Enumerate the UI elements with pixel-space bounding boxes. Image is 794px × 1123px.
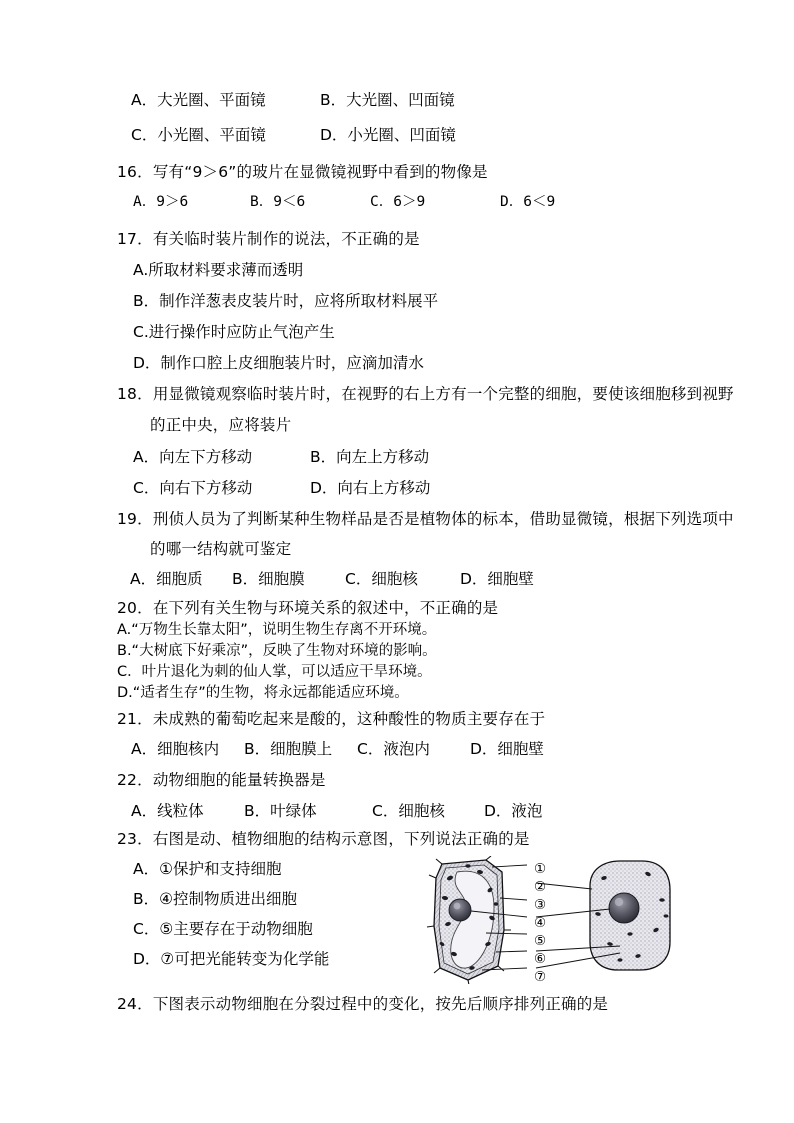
q18-stem-line-2: 的正中央，应将装片 <box>150 416 292 434</box>
q20-number: 20． <box>117 599 153 617</box>
q23-stem <box>117 831 530 848</box>
q21-number: 21． <box>117 710 153 728</box>
q19-option-a[interactable]: A．细胞质 <box>130 570 203 588</box>
q22-stem-text: 动物细胞的能量转换器是 <box>152 771 326 789</box>
q15-option-d[interactable]: D．小光圈、凹面镜 <box>320 126 456 144</box>
q21-option-b[interactable]: B．细胞膜上 <box>244 740 333 758</box>
q21-stem-text: 未成熟的葡萄吃起来是酸的，这种酸性的物质主要存在于 <box>152 710 546 728</box>
q22-stem <box>117 772 326 789</box>
q17-number: 17． <box>117 230 153 248</box>
q19-option-b[interactable]: B．细胞膜 <box>232 570 305 588</box>
q18-number: 18． <box>117 385 153 403</box>
q21-stem <box>117 711 545 728</box>
q19-stem-line-2: 的哪一结构就可鉴定 <box>150 540 292 558</box>
q22-option-a[interactable]: A．线粒体 <box>131 802 204 820</box>
q23-option-a[interactable]: A．①保护和支持细胞 <box>133 860 282 878</box>
figure-label-7: ⑦ <box>533 969 547 985</box>
q15-option-b[interactable]: B．大光圈、凹面镜 <box>320 91 455 109</box>
q20-stem <box>117 600 498 617</box>
q20-option-d[interactable]: D.“适者生存”的生物，将永远都能适应环境。 <box>117 685 409 701</box>
q19-stem-line-1 <box>117 511 734 528</box>
q17-option-c[interactable]: C.进行操作时应防止气泡产生 <box>133 323 335 341</box>
q16-number: 16． <box>117 163 153 181</box>
q22-option-d[interactable]: D．液泡 <box>484 802 543 820</box>
q24-number: 24． <box>117 995 153 1013</box>
figure-label-5: ⑤ <box>533 933 547 949</box>
q15-option-a[interactable]: A．大光圈、平面镜 <box>131 91 266 109</box>
q16-option-d[interactable]: D．6＜9 <box>500 194 556 210</box>
figure-label-4: ④ <box>533 915 547 931</box>
q21-option-a[interactable]: A．细胞核内 <box>131 740 220 758</box>
q16-option-a[interactable]: A．9＞6 <box>133 194 189 210</box>
q23-stem-text: 右图是动、植物细胞的结构示意图，下列说法正确的是 <box>152 830 530 848</box>
figure-label-3: ③ <box>533 897 547 913</box>
figure-label-6: ⑥ <box>533 951 547 967</box>
q23-number: 23． <box>117 830 153 848</box>
q24-stem <box>117 996 608 1013</box>
q20-stem-text: 在下列有关生物与环境关系的叙述中，不正确的是 <box>152 599 499 617</box>
q23-option-b[interactable]: B．④控制物质进出细胞 <box>133 890 298 908</box>
q18-stem-line-1 <box>117 386 734 403</box>
q23-option-c[interactable]: C．⑤主要存在于动物细胞 <box>133 920 313 938</box>
q24-stem-text: 下图表示动物细胞在分裂过程中的变化，按先后顺序排列正确的是 <box>152 995 609 1013</box>
q18-option-a[interactable]: A．向左下方移动 <box>133 448 253 466</box>
q19-number: 19． <box>117 510 153 528</box>
q23-option-d[interactable]: D．⑦可把光能转变为化学能 <box>133 950 330 968</box>
q22-option-b[interactable]: B．叶绿体 <box>244 802 317 820</box>
q21-option-d[interactable]: D．细胞壁 <box>470 740 544 758</box>
q20-option-a[interactable]: A.“万物生长靠太阳”，说明生物生存离不开环境。 <box>117 622 437 638</box>
q22-option-c[interactable]: C．细胞核 <box>372 802 445 820</box>
q16-stem <box>117 164 488 181</box>
q17-stem-text: 有关临时装片制作的说法，不正确的是 <box>152 230 420 248</box>
q18-stem-text-1: 用显微镜观察临时装片时，在视野的右上方有一个完整的细胞，要使该细胞移到视野 <box>152 385 734 403</box>
figure-label-1: ① <box>533 861 547 877</box>
q20-option-c[interactable]: C．叶片退化为刺的仙人掌，可以适应干旱环境。 <box>117 664 432 680</box>
q16-stem-text: 写有“9＞6”的玻片在显微镜视野中看到的物像是 <box>152 163 488 181</box>
figure-label-2: ② <box>533 879 547 895</box>
q15-option-c[interactable]: C．小光圈、平面镜 <box>131 126 266 144</box>
q18-option-b[interactable]: B．向左上方移动 <box>310 448 430 466</box>
q18-option-d[interactable]: D．向右上方移动 <box>310 479 431 497</box>
q16-option-b[interactable]: B．9＜6 <box>250 194 306 210</box>
animal-cell-figure <box>590 861 670 970</box>
q17-option-a[interactable]: A.所取材料要求薄而透明 <box>133 261 304 279</box>
q19-stem-text-1: 刑侦人员为了判断某种生物样品是否是植物体的标本，借助显微镜，根据下列选项中 <box>152 510 734 528</box>
q16-option-c[interactable]: C．6＞9 <box>370 194 426 210</box>
q18-option-c[interactable]: C．向右下方移动 <box>133 479 253 497</box>
q17-stem <box>117 231 420 248</box>
q19-option-c[interactable]: C．细胞核 <box>345 570 418 588</box>
q20-option-b[interactable]: B.“大树底下好乘凉”，反映了生物对环境的影响。 <box>117 643 437 659</box>
q17-option-b[interactable]: B．制作洋葱表皮装片时，应将所取材料展平 <box>133 292 439 310</box>
q17-option-d[interactable]: D．制作口腔上皮细胞装片时，应滴加清水 <box>133 354 424 372</box>
q22-number: 22． <box>117 771 153 789</box>
q19-option-d[interactable]: D．细胞壁 <box>460 570 534 588</box>
plant-cell-figure <box>427 856 511 984</box>
q21-option-c[interactable]: C．液泡内 <box>357 740 430 758</box>
